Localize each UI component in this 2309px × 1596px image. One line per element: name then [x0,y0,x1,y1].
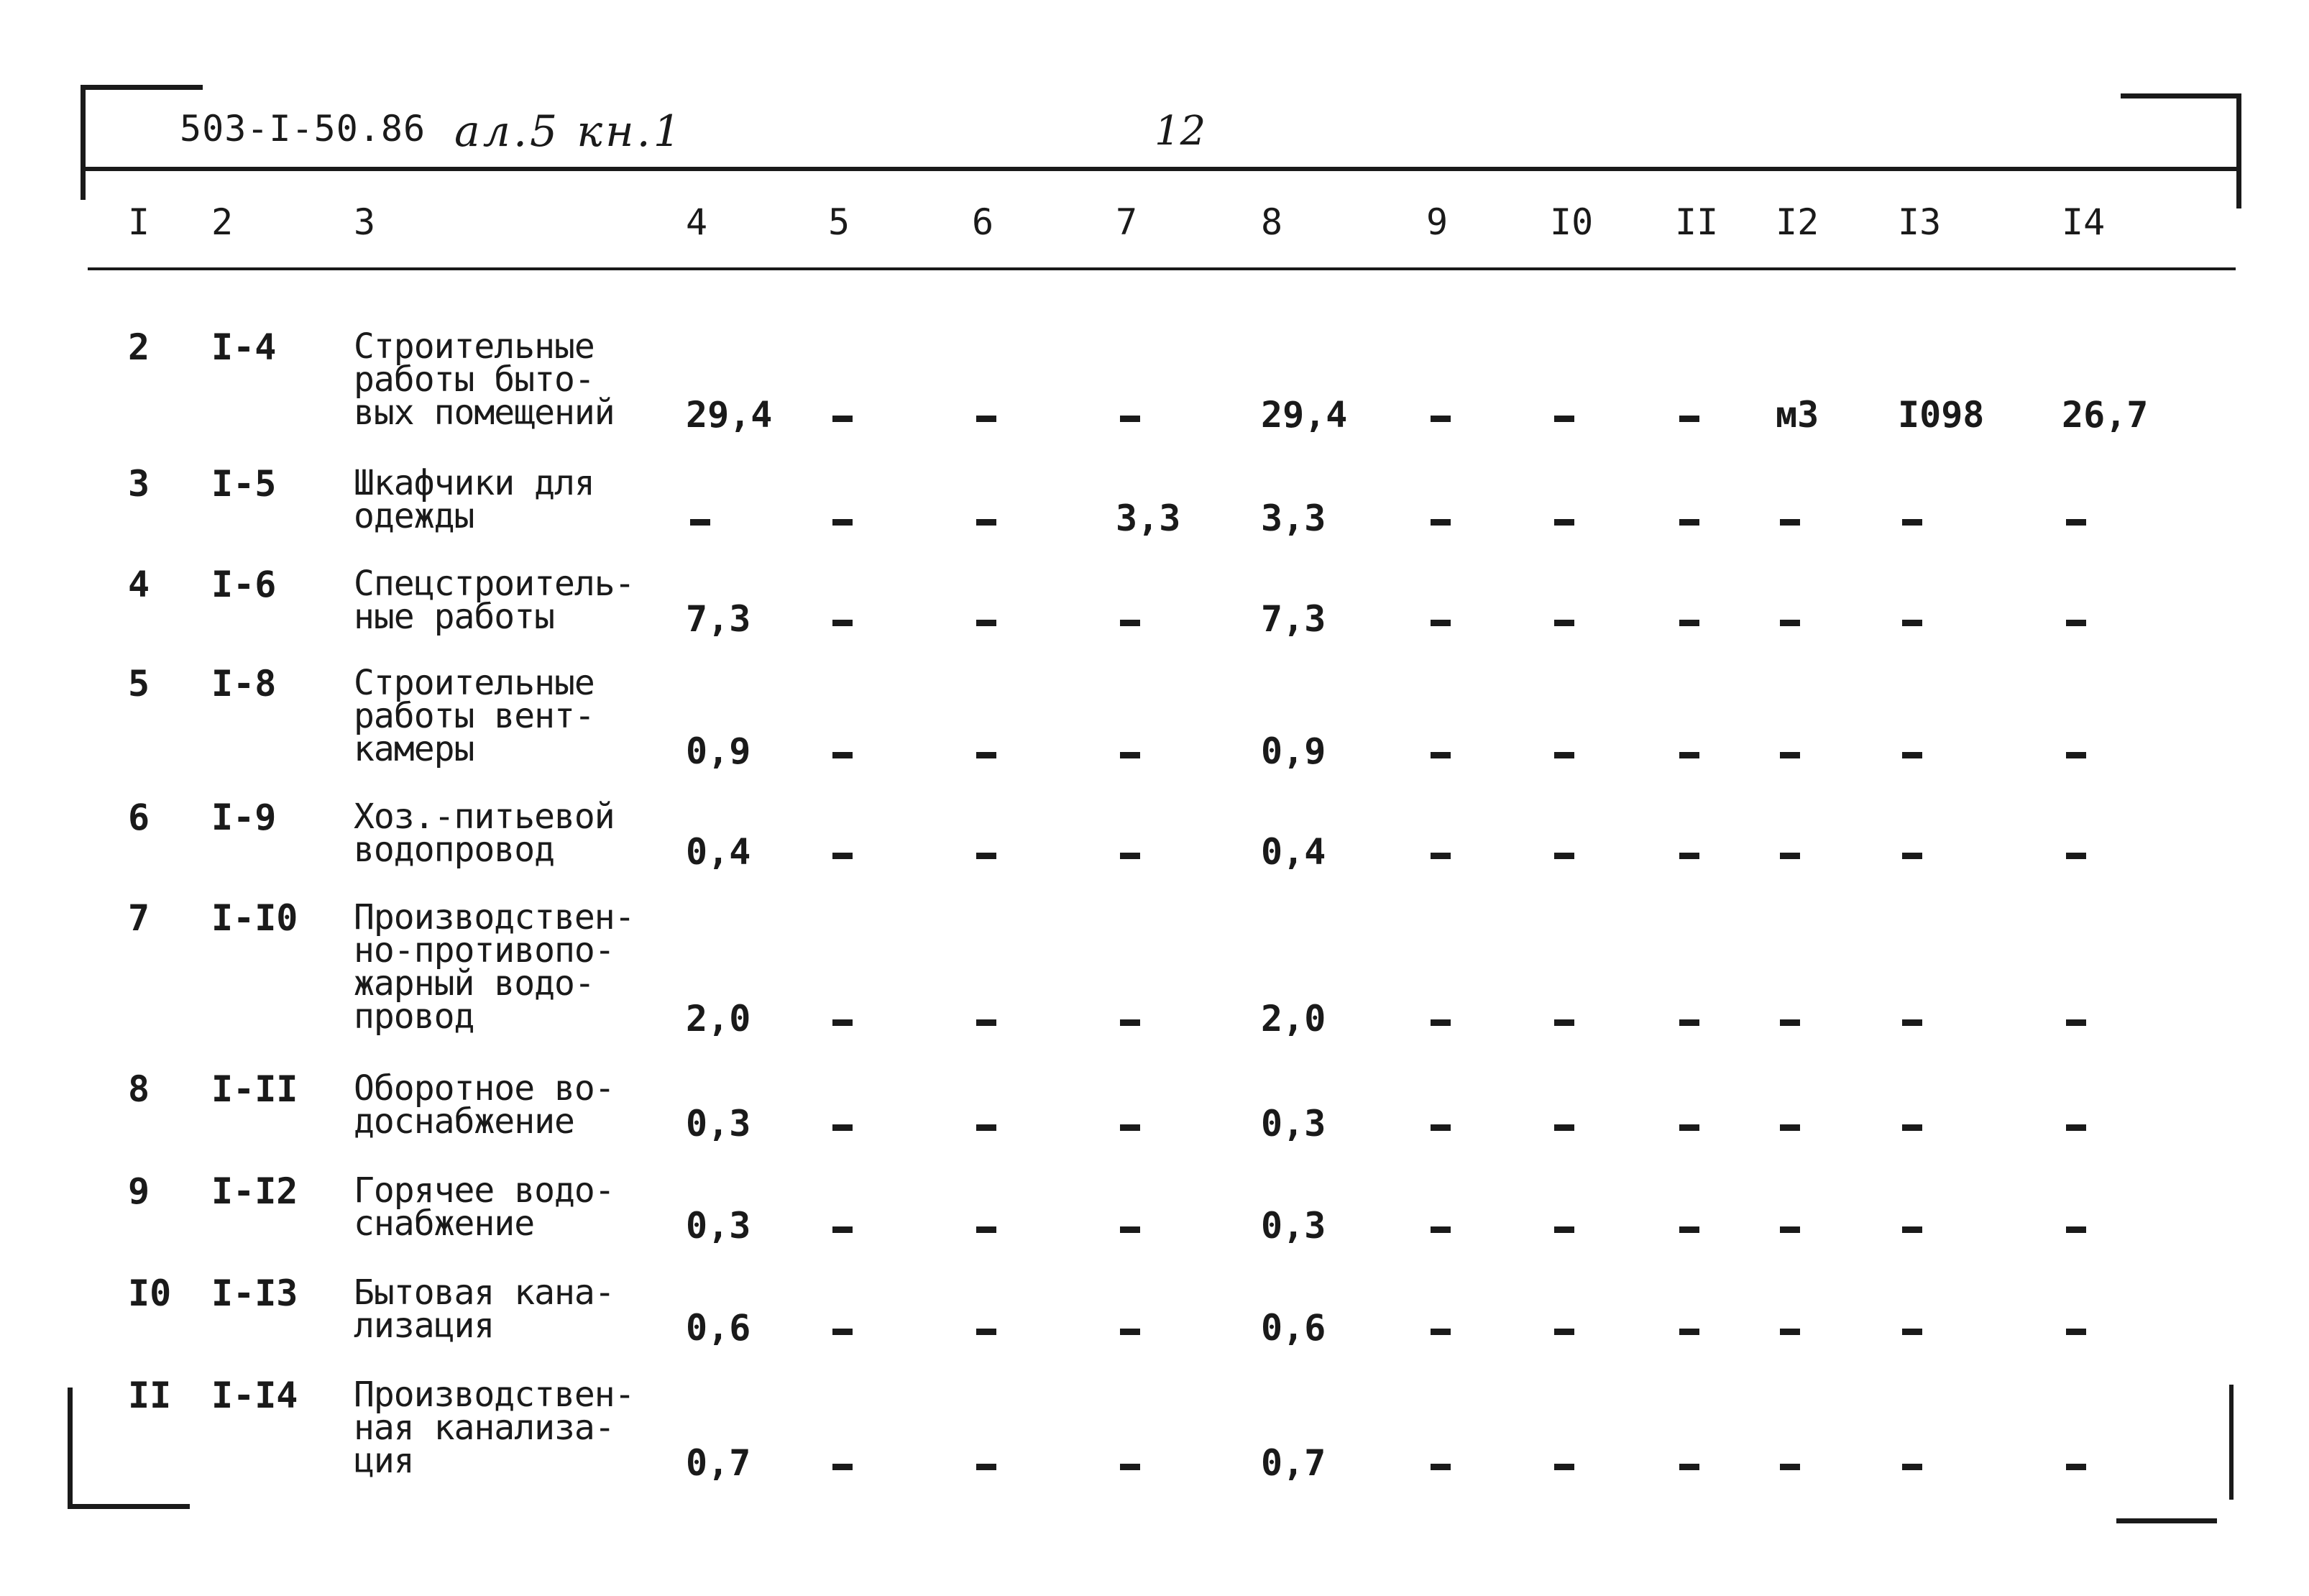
empty-value-dash [1902,853,1922,859]
empty-value-dash [1554,1464,1574,1470]
row-estimate-code: I-I3 [211,1272,298,1314]
value-cell-c8: 0,3 [1261,1103,1326,1145]
row-work-name-line: жарный водо- [354,963,595,1004]
column-number-8: 8 [1261,201,1283,243]
value-cell-c4: 0,9 [686,730,751,772]
row-work-name-line: одежды [354,496,474,536]
row-work-name-line: камеры [354,729,474,769]
empty-value-dash [1679,752,1699,758]
row-number: 8 [128,1068,150,1110]
row-number: I0 [128,1272,172,1314]
value-cell-c8: 0,4 [1261,831,1326,873]
empty-value-dash [1431,1329,1451,1335]
value-cell-c8: 29,4 [1261,394,1348,436]
empty-value-dash [1431,1464,1451,1470]
empty-value-dash [1431,1124,1451,1131]
row-work-name-line: Строительные [354,326,595,367]
handwritten-album-note: ал.5 кн.1 [454,106,684,157]
row-estimate-code: I-6 [211,564,277,605]
empty-value-dash [1679,519,1699,526]
empty-value-dash [1679,1124,1699,1131]
row-work-name-line: водопровод [354,830,554,870]
frame-top-left-vertical [81,85,86,200]
row-work-name-line: Горячее водо- [354,1170,615,1211]
empty-value-dash [1780,853,1800,859]
row-work-name-line: Бытовая кана- [354,1272,615,1313]
frame-bottom-right-vertical [2229,1385,2234,1500]
empty-value-dash [976,1329,996,1335]
row-number: 2 [128,326,150,368]
empty-value-dash [1902,752,1922,758]
empty-value-dash [832,853,853,859]
row-number: 7 [128,897,150,939]
empty-value-dash [1554,416,1574,422]
row-number: II [128,1375,172,1416]
empty-value-dash [1554,519,1574,526]
empty-value-dash [832,1464,853,1470]
row-estimate-code: I-4 [211,326,277,368]
value-cell-c8: 3,3 [1261,497,1326,539]
empty-value-dash [1780,1019,1800,1026]
row-work-name-line: провод [354,996,474,1037]
empty-value-dash [2066,519,2086,526]
column-number-9: 9 [1426,201,1449,243]
row-work-name-line: Шкафчики для [354,463,595,503]
empty-value-dash [1679,416,1699,422]
row-work-name-line: работы вент- [354,696,595,736]
empty-value-dash [1431,620,1451,626]
empty-value-dash [2066,1124,2086,1131]
row-number: 4 [128,564,150,605]
empty-value-dash [1554,1019,1574,1026]
empty-value-dash [1679,853,1699,859]
empty-value-dash [832,1124,853,1131]
row-estimate-code: I-8 [211,663,277,705]
value-cell-c4: 0,3 [686,1103,751,1145]
document-code: 503-I-50.86 [180,108,426,150]
empty-value-dash [976,1464,996,1470]
empty-value-dash [976,1124,996,1131]
empty-value-dash [832,519,853,526]
empty-value-dash [1902,1329,1922,1335]
empty-value-dash [1120,1329,1140,1335]
column-number-4: 4 [686,201,708,243]
frame-top-right-line [2121,93,2241,98]
empty-value-dash [1120,1464,1140,1470]
row-estimate-code: I-I2 [211,1170,298,1212]
row-work-name-line: ные работы [354,597,554,637]
empty-value-dash [1780,1124,1800,1131]
empty-value-dash [1554,1226,1574,1233]
row-work-name-line: снабжение [354,1203,535,1244]
row-estimate-code: I-9 [211,797,277,838]
row-work-name-line: вых помещений [354,393,615,433]
empty-value-dash [1120,1019,1140,1026]
empty-value-dash [1780,1329,1800,1335]
empty-value-dash [1120,752,1140,758]
empty-value-dash [1431,853,1451,859]
empty-value-dash [1679,1329,1699,1335]
row-work-name-line: доснабжение [354,1101,574,1142]
empty-value-dash [1120,416,1140,422]
row-number: 5 [128,663,150,705]
empty-value-dash [2066,853,2086,859]
empty-value-dash [832,1019,853,1026]
row-work-name-line: ция [354,1441,414,1481]
header-rule [83,167,2239,171]
empty-value-dash [2066,620,2086,626]
empty-value-dash [1554,1329,1574,1335]
column-number-5: 5 [828,201,850,243]
row-work-name-line: Хоз.-питьевой [354,797,615,837]
row-number: 9 [128,1170,150,1212]
frame-bottom-right-line [2116,1518,2217,1523]
row-work-name-line: Производствен- [354,897,635,937]
empty-value-dash [1431,1019,1451,1026]
value-cell-c8: 2,0 [1261,998,1326,1040]
row-work-name-line: лизация [354,1306,495,1346]
value-cell-c4: 0,4 [686,831,751,873]
column-number-12: I2 [1776,201,1819,243]
value-cell-c4: 2,0 [686,998,751,1040]
row-estimate-code: I-I4 [211,1375,298,1416]
value-cell-c4: 7,3 [686,598,751,640]
frame-top-left-line [81,85,203,90]
column-number-14: I4 [2062,201,2106,243]
empty-value-dash [2066,1329,2086,1335]
value-cell-c7: 3,3 [1116,497,1181,539]
empty-value-dash [1120,1226,1140,1233]
empty-value-dash [1120,620,1140,626]
frame-top-right-vertical [2236,93,2241,208]
column-number-10: I0 [1550,201,1594,243]
empty-value-dash [1120,853,1140,859]
row-work-name-line: Строительные [354,663,595,703]
row-work-name-line: но-противопо- [354,930,615,971]
empty-value-dash [1780,620,1800,626]
value-cell-c8: 0,7 [1261,1442,1326,1484]
value-cell-c4: 0,6 [686,1307,751,1349]
column-number-1: I [128,201,150,243]
empty-value-dash [976,1019,996,1026]
empty-value-dash [1780,1464,1800,1470]
empty-value-dash [2066,1464,2086,1470]
empty-value-dash [1780,519,1800,526]
column-number-2: 2 [211,201,234,243]
empty-value-dash [1431,519,1451,526]
empty-value-dash [1431,752,1451,758]
empty-value-dash [1780,1226,1800,1233]
value-cell-c4: 0,7 [686,1442,751,1484]
empty-value-dash [976,519,996,526]
page-number: 12 [1154,108,1206,155]
row-number: 3 [128,463,150,505]
column-number-11: II [1675,201,1719,243]
column-number-7: 7 [1116,201,1138,243]
empty-value-dash [832,620,853,626]
column-number-6: 6 [972,201,994,243]
value-cell-c8: 0,9 [1261,730,1326,772]
empty-value-dash [976,416,996,422]
empty-value-dash [976,752,996,758]
empty-value-dash [1431,416,1451,422]
empty-value-dash [1780,752,1800,758]
empty-value-dash [1902,1464,1922,1470]
row-estimate-code: I-II [211,1068,298,1110]
value-cell-c12: м3 [1776,394,1819,436]
empty-value-dash [1902,620,1922,626]
empty-value-dash [1679,1019,1699,1026]
empty-value-dash [1902,1019,1922,1026]
empty-value-dash [832,1226,853,1233]
value-cell-c8: 0,3 [1261,1205,1326,1247]
empty-value-dash [1902,1124,1922,1131]
empty-value-dash [1554,1124,1574,1131]
value-cell-c14: 26,7 [2062,394,2149,436]
column-number-3: 3 [354,201,376,243]
value-cell-c4: 29,4 [686,394,773,436]
frame-bottom-left-line [68,1504,190,1509]
row-estimate-code: I-I0 [211,897,298,939]
empty-value-dash [1902,519,1922,526]
empty-value-dash [976,1226,996,1233]
row-work-name-line: Производствен- [354,1375,635,1415]
empty-value-dash [976,853,996,859]
empty-value-dash [2066,1019,2086,1026]
empty-value-dash [1554,853,1574,859]
empty-value-dash [832,1329,853,1335]
empty-value-dash [1431,1226,1451,1233]
empty-value-dash [832,416,853,422]
column-number-13: I3 [1898,201,1942,243]
empty-value-dash [832,752,853,758]
empty-value-dash [2066,1226,2086,1233]
row-work-name-line: Оборотное во- [354,1068,615,1109]
value-cell-c13: I098 [1898,394,1985,436]
frame-bottom-left-vertical [68,1388,73,1507]
empty-value-dash [2066,752,2086,758]
value-cell-c8: 7,3 [1261,598,1326,640]
empty-value-dash [1554,752,1574,758]
empty-value-dash [1679,1226,1699,1233]
empty-value-dash [1679,1464,1699,1470]
value-cell-c4: 0,3 [686,1205,751,1247]
empty-value-dash [1902,1226,1922,1233]
empty-value-dash [1679,620,1699,626]
row-estimate-code: I-5 [211,463,277,505]
row-number: 6 [128,797,150,838]
empty-value-dash [1554,620,1574,626]
row-work-name-line: Спецстроитель- [354,564,635,604]
row-work-name-line: ная канализа- [354,1408,615,1448]
empty-value-dash [976,620,996,626]
empty-value-dash [690,519,710,526]
empty-value-dash [1120,1124,1140,1131]
column-header-rule [88,267,2236,270]
value-cell-c8: 0,6 [1261,1307,1326,1349]
row-work-name-line: работы быто- [354,359,595,400]
